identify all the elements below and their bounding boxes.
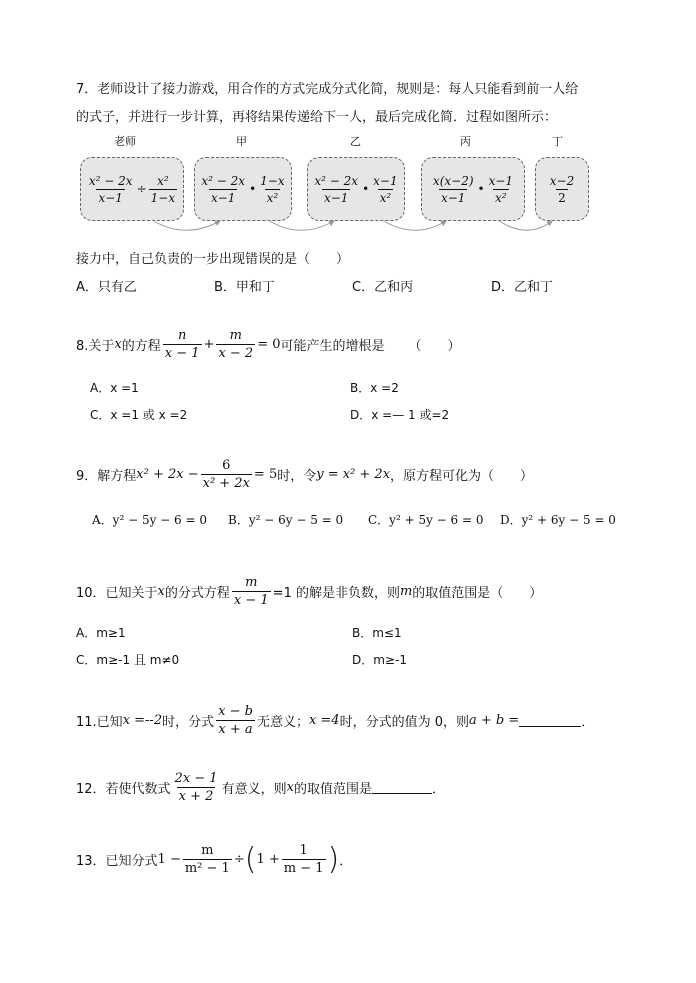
text: ． <box>431 782 445 797</box>
numerator: x² <box>157 173 169 188</box>
var: x <box>286 780 294 795</box>
text: 可能产生的增根是 <box>280 339 385 354</box>
numerator: x−1 <box>488 173 514 188</box>
text: ． <box>339 854 353 869</box>
numerator: x² − 2x <box>88 173 133 188</box>
expression: a + b = <box>469 713 520 728</box>
fraction <box>201 458 252 491</box>
numerator: 6 <box>222 458 231 473</box>
numerator: x−1 <box>373 173 398 188</box>
text: =1 的解是非负数，则 <box>272 586 400 601</box>
text: ． <box>581 715 595 730</box>
arrow-teacher-to-jia <box>152 220 220 230</box>
q9-stem <box>76 458 533 491</box>
fraction <box>216 328 255 361</box>
numerator: 1−x <box>260 173 285 188</box>
multiply-dot: • <box>362 182 370 196</box>
text: 的取值范围是（ ） <box>412 586 543 601</box>
denominator: 2 <box>558 190 566 205</box>
q9-option-d: D．y² + 6y − 5 = 0 <box>500 513 616 527</box>
q10-option-a: A．m≥1 <box>76 626 126 640</box>
arrow-yi-to-bing <box>382 220 446 230</box>
fraction <box>173 771 220 804</box>
text: 10．已知关于 <box>76 586 158 601</box>
q7-option-c: C．乙和丙 <box>352 280 414 295</box>
denominator: 1−x <box>150 190 176 205</box>
q7-question: 接力中，自己负责的一步出现错误的是（ ） <box>76 252 350 267</box>
text: 9．解方程 <box>76 469 137 484</box>
text: ，原方程可化为（ ） <box>390 469 534 484</box>
q7-option-a: A．只有乙 <box>76 280 137 295</box>
text: 的分式方程 <box>164 586 230 601</box>
denominator: x − 1 <box>233 593 269 608</box>
q10-option-c: C．m≥-1 且 m≠0 <box>76 653 180 667</box>
denominator: x−1 <box>440 190 466 205</box>
arrow-jia-to-yi <box>268 220 334 230</box>
numerator: x² − 2x <box>201 173 246 188</box>
denominator: x² <box>379 190 392 205</box>
numerator: m <box>201 843 214 858</box>
numerator: x(x−2) <box>432 173 474 188</box>
q9-option-a: A．y² − 5y − 6 = 0 <box>92 513 207 527</box>
fraction <box>183 843 232 876</box>
denominator: x−1 <box>323 190 349 205</box>
var: x <box>114 337 122 352</box>
label-bing: 丙 <box>460 135 471 148</box>
text: 的方程 <box>121 339 161 354</box>
var: m <box>399 584 413 599</box>
denominator: m − 1 <box>283 861 324 876</box>
q8-stem <box>76 328 461 361</box>
arrow-bing-to-ding <box>498 220 552 230</box>
answer-blank[interactable] <box>519 714 581 727</box>
q10-option-d: D．m≥-1 <box>352 653 407 667</box>
multiply-dot: • <box>249 182 257 196</box>
var: x <box>157 584 165 599</box>
multiply-dot: • <box>477 182 485 196</box>
right-paren: ) <box>327 841 340 877</box>
substitution: y = x² + 2x <box>316 467 391 482</box>
numerator: x² − 2x <box>314 173 359 188</box>
q11-stem <box>76 704 594 737</box>
denominator: x + a <box>218 722 253 737</box>
text: 时，分式 <box>162 715 215 730</box>
left-paren: ( <box>244 841 257 877</box>
q7-line2: 的式子，并进行一步计算，再将结果传递给下一人，最后完成化简．过程如图所示： <box>76 110 558 125</box>
numerator: x − b <box>218 704 253 719</box>
q9-option-b: B．y² − 6y − 5 = 0 <box>228 513 344 527</box>
answer-paren: （ ） <box>408 339 461 354</box>
label-teacher: 老师 <box>114 135 136 148</box>
q7-option-d: D．乙和丁 <box>491 280 554 295</box>
q8-option-b: B．x =2 <box>350 381 399 395</box>
q12-stem <box>76 771 445 804</box>
text: 8.关于 <box>76 339 115 354</box>
numerator: x−2 <box>549 173 575 188</box>
label-jia: 甲 <box>236 135 247 148</box>
text: 11.已知 <box>76 715 123 730</box>
denominator: x−1 <box>210 190 236 205</box>
expression: 1 + <box>256 852 280 867</box>
condition: x =--2 <box>122 713 163 728</box>
equals: = 0 <box>257 337 281 352</box>
fraction <box>282 843 326 876</box>
denominator: x + 2 <box>178 789 214 804</box>
condition: x =4 <box>308 713 340 728</box>
text: 12．若使代数式 <box>76 782 171 797</box>
relay-arrows <box>0 0 696 260</box>
expression: 1 − <box>157 852 181 867</box>
numerator: m <box>245 575 258 590</box>
text: 有意义，则 <box>221 782 287 797</box>
fraction <box>232 575 271 608</box>
fraction <box>216 704 255 737</box>
denominator: x − 1 <box>164 346 200 361</box>
label-yi: 乙 <box>350 135 361 148</box>
answer-blank[interactable] <box>372 781 432 794</box>
fraction <box>163 328 202 361</box>
q7-line1: 7．老师设计了接力游戏，用合作的方式完成分式化简，规则是：每人只能看到前一人给 <box>76 82 579 97</box>
q9-option-c: C．y² + 5y − 6 = 0 <box>368 513 484 527</box>
q8-option-a: A．x =1 <box>90 381 139 395</box>
q8-option-c: C．x =1 或 x =2 <box>90 408 188 422</box>
divide-sign: ÷ <box>233 852 245 867</box>
q10-stem <box>76 575 542 608</box>
expression: x² + 2x − <box>136 467 199 482</box>
denominator: m² − 1 <box>184 861 230 876</box>
q7-option-b: B．甲和丁 <box>214 280 275 295</box>
q8-option-d: D．x =— 1 或=2 <box>350 408 450 422</box>
q13-stem <box>76 843 352 876</box>
text: 无意义； <box>256 715 309 730</box>
numerator: 2x − 1 <box>174 771 218 786</box>
text: 的取值范围是 <box>293 782 372 797</box>
numerator: m <box>229 328 242 343</box>
expression: = 5 <box>253 467 278 482</box>
text: 时，分式的值为 0，则 <box>339 715 469 730</box>
denominator: x² <box>266 190 279 205</box>
divide-sign: ÷ <box>136 182 147 196</box>
plus-sign: + <box>203 337 215 352</box>
text: 时，令 <box>277 469 317 484</box>
denominator: x−1 <box>98 190 123 205</box>
label-ding: 丁 <box>552 135 563 148</box>
numerator: 1 <box>299 843 308 858</box>
denominator: x² <box>495 190 507 205</box>
numerator: n <box>177 328 187 343</box>
text: 13．已知分式 <box>76 854 158 869</box>
denominator: x² + 2x <box>202 476 250 491</box>
denominator: x − 2 <box>218 346 254 361</box>
q10-option-b: B．m≤1 <box>352 626 402 640</box>
